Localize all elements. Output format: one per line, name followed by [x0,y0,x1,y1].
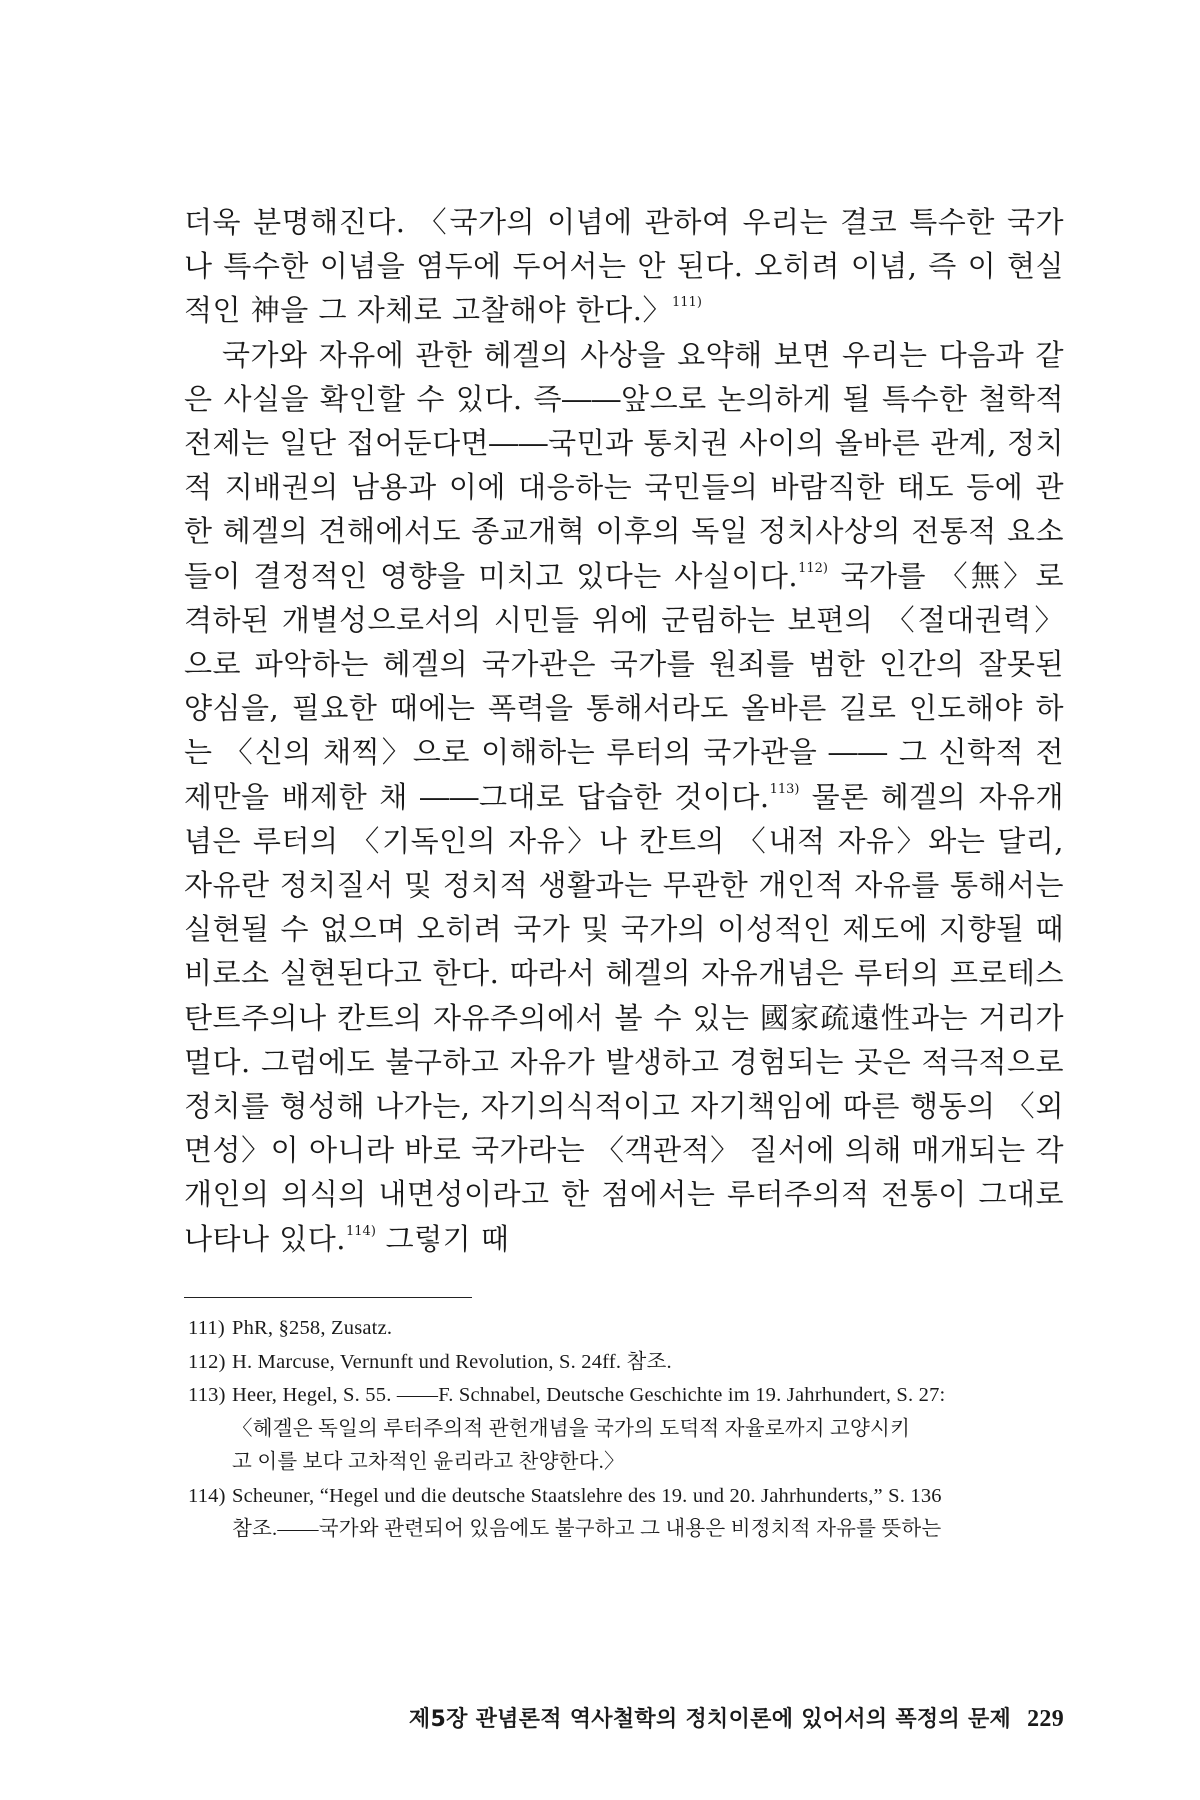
paragraph-2-part-c: 물론 헤겔의 자유개념은 루터의 〈기독인의 자유〉나 칸트의 〈내적 자유〉와는 달리, 자유란 정치질서 및 정치적 생활과는 무관한 개인적 자유를 통해서는 실현될 수 없으며 오히려 국가 및 국가의 이성적인 제도에 지향될 때 비로소 실현된다고 한다. 따라서 헤겔의 자유개념은 루터의 프로테스탄트주의나 칸트의 자유주의에서 볼 수 있는 國家疏遠性과는 거리가 멀다. 그럼에도 불구하고 자유가 발생하고 경험되는 곳은 적극적으로 정치를 형성해 나가는, 자기의식적이고 자기책임에 따른 행동의 〈외면성〉이 아니라 바로 국가라는 〈객관적〉 질서에 의해 매개되는 각 개인의 의식의 내면성이라고 한 점에서는 루터주의적 전통이 그대로 나타나 있다. [184,779,1064,1256]
footnote-divider [184,1297,472,1298]
paragraph-2-part-b: 국가를 〈無〉로 격하된 개별성으로서의 시민들 위에 군림하는 보편의 〈절대권력〉으로 파악하는 헤겔의 국가관은 국가를 원죄를 범한 인간의 잘못된 양심을, 필요한 때에는 폭력을 통해서라도 올바른 길로 인도해야 하는 〈신의 채찍〉으로 이해하는 루터의 국가관을 ―― 그 신학적 전제만을 배제한 채 ――그대로 답습한 것이다. [184,558,1064,814]
paragraph-2-part-a: 국가와 자유에 관한 헤겔의 사상을 요약해 보면 우리는 다음과 같은 사실을 확인할 수 있다. 즉――앞으로 논의하게 될 특수한 철학적 전제는 일단 접어둔다면――국민과 통치권 사이의 올바른 관계, 정치적 지배권의 남용과 이에 대응하는 국민들의 바람직한 태도 등에 관한 헤겔의 견해에서도 종교개혁 이후의 독일 정치사상의 전통적 요소들이 결정적인 영향을 미치고 있다는 사실이다. [184,337,1064,593]
footnote-ref-113: 113) [769,781,800,797]
footnote-text [232,1312,1064,1346]
footnote-text [232,1480,1064,1547]
running-footer [0,1702,1064,1733]
footnote-line: PhR, §258, Zusatz. [232,1317,393,1339]
footnote-number: 111) [188,1317,225,1339]
footnote-line: 〈헤겔은 독일의 루터주의적 관헌개념을 국가의 도덕적 자율로까지 고양시키 [232,1417,911,1440]
paragraph-1-text: 더욱 분명해진다. 〈국가의 이념에 관하여 우리는 결코 특수한 국가나 특수한 이념을 염두에 두어서는 안 된다. 오히려 이념, 즉 이 현실적인 神을 그 자체로 고찰해야 한다.〉 [184,205,1064,328]
footnote-number: 114) [188,1484,226,1507]
page-number: 229 [1027,1706,1064,1732]
footnote-line: Scheuner, “Hegel und die deutsche Staatslehre des 19. und 20. Jahrhunderts,” S. 136 [232,1484,942,1507]
footnote-line: Heer, Hegel, S. 55. ――F. Schnabel, Deutsche Geschichte im 19. Jahrhundert, S. 27: [232,1384,946,1406]
footnote-line: H. Marcuse, Vernunft und Revolution, S. 24ff. 참조. [232,1350,672,1373]
footnote-number: 113) [188,1384,226,1406]
footnote-ref-114: 114) [346,1223,376,1239]
footnote-number: 112) [188,1350,226,1373]
footnote-ref-112: 112) [798,560,828,576]
footnotes [188,1312,1064,1547]
footnote-line: 참조.――국가와 관련되어 있음에도 불구하고 그 내용은 비정치적 자유를 뜻하는 [232,1518,942,1540]
chapter-title: 제5장 관념론적 역사철학의 정치이론에 있어서의 폭정의 문제 [408,1707,1012,1732]
footnote-112 [188,1346,1064,1380]
footnote-ref-111: 111) [672,295,702,311]
footnote-113 [188,1379,1064,1480]
paragraph-2-part-d: 그렇기 때 [375,1221,510,1256]
main-text [184,200,1064,1261]
footnote-text [232,1346,1064,1380]
footnote-text [232,1379,1064,1480]
footnote-line: 고 이를 보다 고차적인 윤리라고 찬양한다.〉 [232,1451,625,1473]
paragraph-1 [184,200,1064,333]
paragraph-2 [184,333,1064,1261]
footnote-111 [188,1312,1064,1346]
footnote-114 [188,1480,1064,1547]
